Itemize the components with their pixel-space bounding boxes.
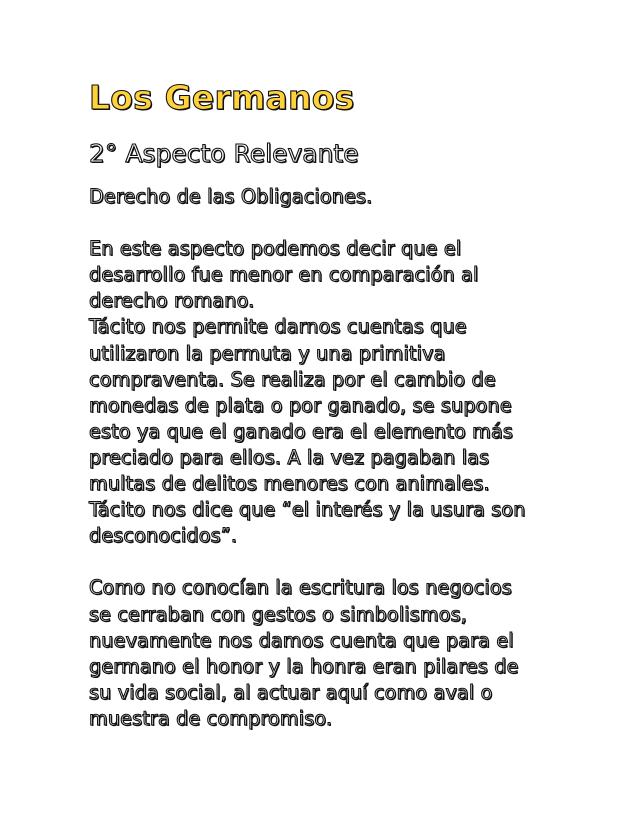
text-line: derecho romano. — [89, 289, 255, 313]
text-line: se cerraban con gestos o simbolismos, — [89, 602, 468, 626]
text-line: compraventa. Se realiza por el cambio de — [89, 367, 496, 391]
text-line: multas de delitos menores con animales. — [89, 472, 490, 496]
text-line: nuevamente nos damos cuenta que para el — [89, 628, 514, 652]
text-line: utilizaron la permuta y una primitiva — [89, 341, 446, 365]
text-line: muestra de compromiso. — [89, 706, 333, 730]
text-line: germano el honor y la honra eran pilares de — [89, 654, 519, 678]
text-line: Tácito nos permite darnos cuentas que — [89, 315, 467, 339]
text-line: desconocidos”. — [89, 524, 238, 548]
blank-line — [89, 549, 559, 575]
blank-line — [89, 210, 559, 236]
text-line: monedas de plata o por ganado, se supone — [89, 393, 512, 417]
text-line: su vida social, al actuar aquí como aval o — [89, 680, 493, 704]
text-line: Derecho de las Obligaciones. — [89, 185, 373, 208]
text-line: esto ya que el ganado era el elemento más — [89, 419, 514, 443]
text-line: Tácito nos dice que “el interés y la usura son — [89, 498, 526, 522]
text-line: Como no conocían la escritura los negocios — [89, 576, 512, 600]
body-text — [89, 184, 559, 732]
text-line: desarrollo fue menor en comparación al — [89, 263, 479, 287]
text-line: En este aspecto podemos decir que el — [89, 237, 462, 261]
text-line: preciado para ellos. A la vez pagaban las — [89, 445, 490, 469]
document-title: Los Germanos — [89, 78, 355, 117]
section-subtitle: 2° Aspecto Relevante — [89, 139, 359, 168]
